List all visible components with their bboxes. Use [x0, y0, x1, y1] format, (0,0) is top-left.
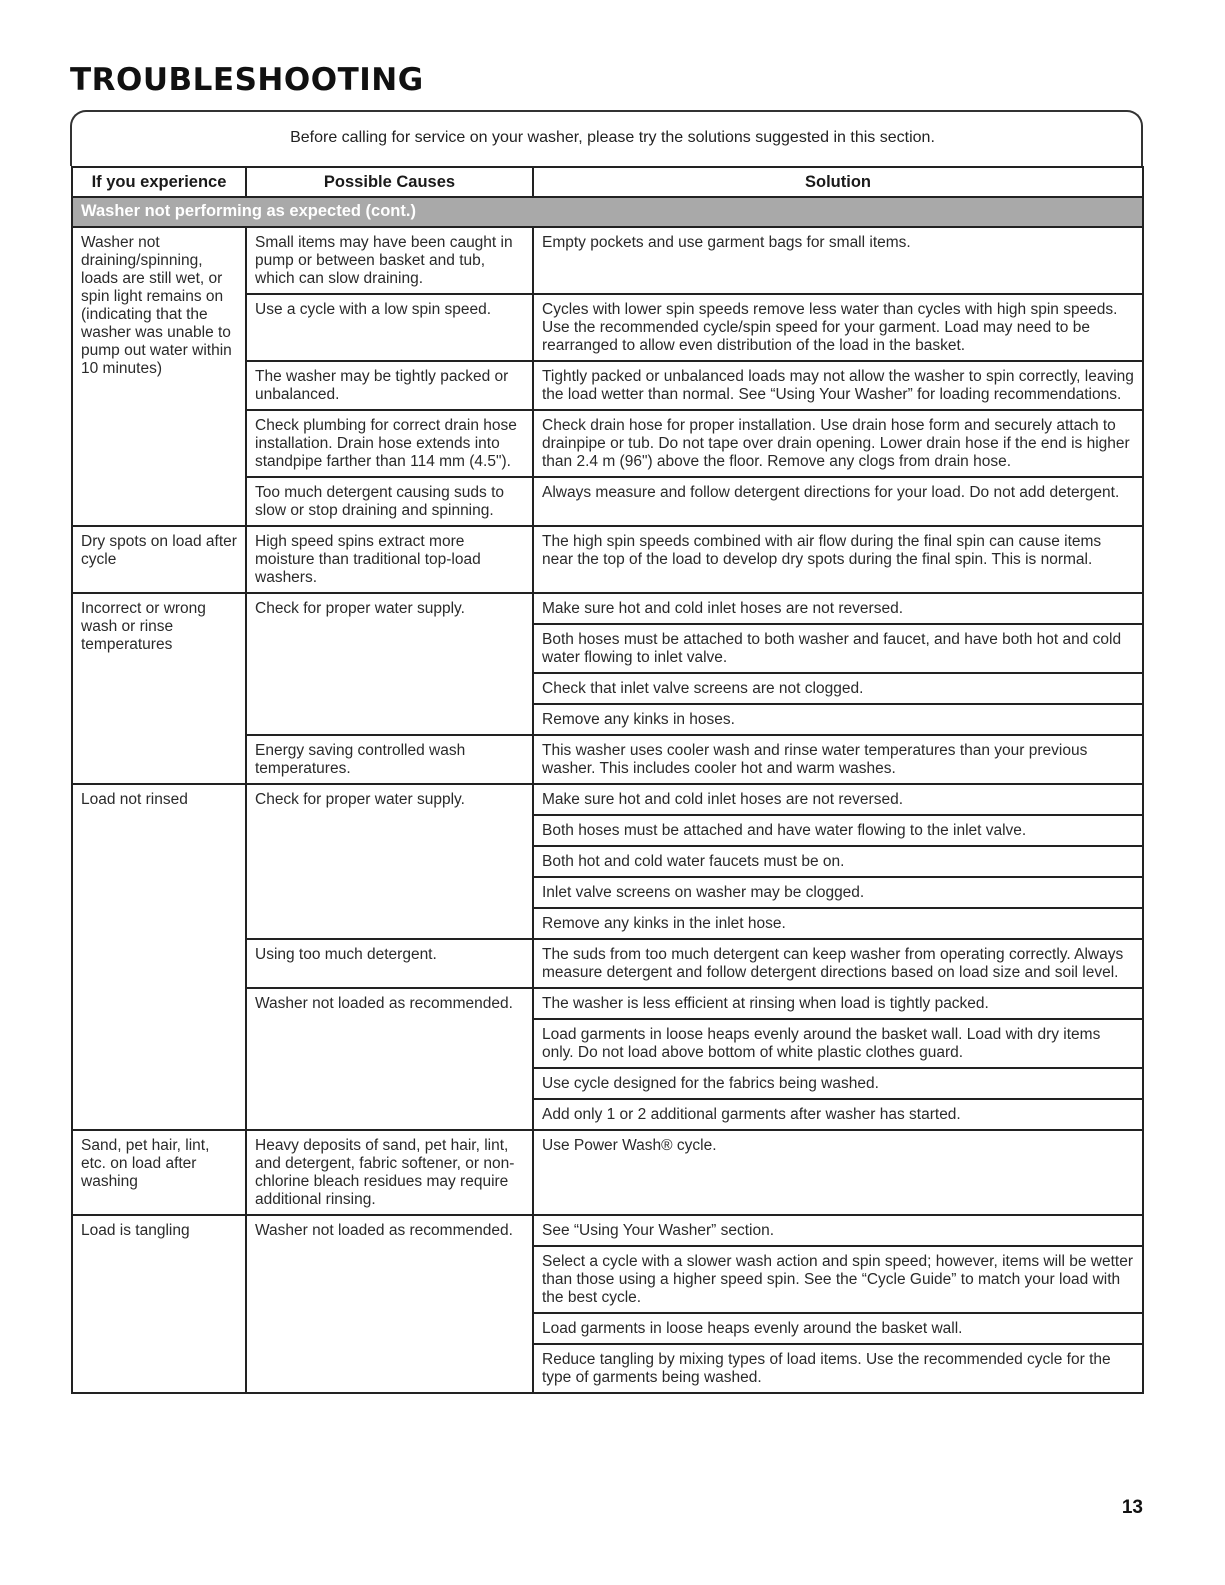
solution-cell: Both hot and cold water faucets must be on.	[533, 846, 1143, 877]
section-title: Washer not performing as expected (cont.)	[72, 197, 1143, 227]
solution-cell: Select a cycle with a slower wash action and spin speed; however, items will be wetter than those using a higher speed spin. See the “Cycle Guide” to match your load with the best cycle.	[533, 1246, 1143, 1313]
problem-cell: Load is tangling	[72, 1215, 246, 1393]
solution-cell: Check drain hose for proper installation. Use drain hose form and securely attach to drainpipe or tub. Do not tape over drain opening. Lower drain hose if the end is higher than 2.4 m (96") above the floor. Remove any clogs from drain hose.	[533, 410, 1143, 477]
page-title: TROUBLESHOOTING	[70, 62, 424, 98]
solution-cell: The washer is less efficient at rinsing when load is tightly packed.	[533, 988, 1143, 1019]
cause-cell: Small items may have been caught in pump or between basket and tub, which can slow draining.	[246, 227, 533, 294]
header-problem: If you experience	[72, 167, 246, 197]
solution-cell: The suds from too much detergent can keep washer from operating correctly. Always measure detergent and follow detergent directions based on load size and soil level.	[533, 939, 1143, 988]
cause-cell: Using too much detergent.	[246, 939, 533, 988]
troubleshooting-table	[71, 166, 1144, 1394]
problem-cell: Washer not draining/spinning, loads are still wet, or spin light remains on (indicating that the washer was unable to pump out water within 10 minutes)	[72, 227, 246, 526]
solution-cell: Load garments in loose heaps evenly around the basket wall.	[533, 1313, 1143, 1344]
section-row	[72, 197, 1143, 227]
problem-cell: Load not rinsed	[72, 784, 246, 1130]
header-row	[72, 167, 1143, 197]
solution-cell: Use Power Wash® cycle.	[533, 1130, 1143, 1215]
table-row	[72, 227, 1143, 294]
problem-cell: Incorrect or wrong wash or rinse temperatures	[72, 593, 246, 784]
solution-cell: Inlet valve screens on washer may be clogged.	[533, 877, 1143, 908]
table-row	[72, 593, 1143, 624]
solution-cell: Remove any kinks in hoses.	[533, 704, 1143, 735]
solution-cell: Always measure and follow detergent directions for your load. Do not add detergent.	[533, 477, 1143, 526]
solution-cell: Cycles with lower spin speeds remove less water than cycles with high spin speeds. Use the recommended cycle/spin speed for your garment. Load may need to be rearranged to allow even distribution of the load in the basket.	[533, 294, 1143, 361]
solution-cell: Use cycle designed for the fabrics being washed.	[533, 1068, 1143, 1099]
solution-cell: Check that inlet valve screens are not clogged.	[533, 673, 1143, 704]
table-row	[72, 784, 1143, 815]
solution-cell: Add only 1 or 2 additional garments after washer has started.	[533, 1099, 1143, 1130]
table-row	[72, 526, 1143, 593]
solution-cell: See “Using Your Washer” section.	[533, 1215, 1143, 1246]
header-causes: Possible Causes	[246, 167, 533, 197]
problem-cell: Sand, pet hair, lint, etc. on load after washing	[72, 1130, 246, 1215]
solution-cell: Empty pockets and use garment bags for small items.	[533, 227, 1143, 294]
table-row	[72, 1215, 1143, 1246]
cause-cell: Check for proper water supply.	[246, 593, 533, 735]
problem-cell: Dry spots on load after cycle	[72, 526, 246, 593]
cause-cell: Check for proper water supply.	[246, 784, 533, 939]
solution-cell: The high spin speeds combined with air flow during the final spin can cause items near the top of the load to develop dry spots during the final spin. This is normal.	[533, 526, 1143, 593]
cause-cell: Check plumbing for correct drain hose installation. Drain hose extends into standpipe farther than 114 mm (4.5").	[246, 410, 533, 477]
cause-cell: Energy saving controlled wash temperatures.	[246, 735, 533, 784]
table-body	[72, 197, 1143, 1393]
table-row	[72, 1130, 1143, 1215]
intro-text: Before calling for service on your washer, please try the solutions suggested in this section.	[290, 129, 935, 146]
solution-cell: Both hoses must be attached and have water flowing to the inlet valve.	[533, 815, 1143, 846]
solution-cell: Both hoses must be attached to both washer and faucet, and have both hot and cold water flowing to inlet valve.	[533, 624, 1143, 673]
cause-cell: The washer may be tightly packed or unbalanced.	[246, 361, 533, 410]
cause-cell: Washer not loaded as recommended.	[246, 988, 533, 1130]
cause-cell: Heavy deposits of sand, pet hair, lint, and detergent, fabric softener, or non-chlorine bleach residues may require additional rinsing.	[246, 1130, 533, 1215]
solution-cell: Make sure hot and cold inlet hoses are not reversed.	[533, 784, 1143, 815]
solution-cell: This washer uses cooler wash and rinse water temperatures than your previous washer. This includes cooler hot and warm washes.	[533, 735, 1143, 784]
cause-cell: High speed spins extract more moisture than traditional top-load washers.	[246, 526, 533, 593]
solution-cell: Make sure hot and cold inlet hoses are not reversed.	[533, 593, 1143, 624]
solution-cell: Remove any kinks in the inlet hose.	[533, 908, 1143, 939]
cause-cell: Use a cycle with a low spin speed.	[246, 294, 533, 361]
page-number: 13	[1121, 1497, 1143, 1518]
cause-cell: Washer not loaded as recommended.	[246, 1215, 533, 1393]
solution-cell: Reduce tangling by mixing types of load items. Use the recommended cycle for the type of garments being washed.	[533, 1344, 1143, 1393]
solution-cell: Load garments in loose heaps evenly around the basket wall. Load with dry items only. Do not load above bottom of white plastic clothes guard.	[533, 1019, 1143, 1068]
header-solution: Solution	[533, 167, 1143, 197]
solution-cell: Tightly packed or unbalanced loads may not allow the washer to spin correctly, leaving the load wetter than normal. See “Using Your Washer” for loading recommendations.	[533, 361, 1143, 410]
cause-cell: Too much detergent causing suds to slow or stop draining and spinning.	[246, 477, 533, 526]
